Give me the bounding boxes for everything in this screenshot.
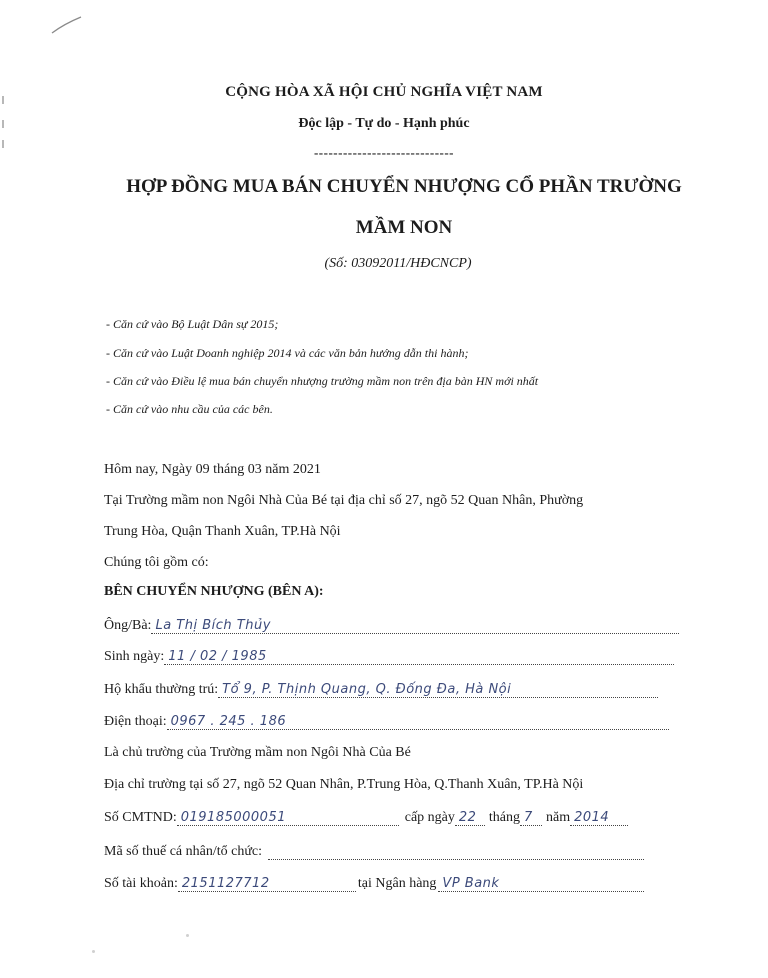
phone-handwritten: 0967 . 245 . 186 bbox=[170, 714, 287, 729]
legal-basis-item: - Căn cứ vào Luật Doanh nghiệp 2014 và các văn bản hướng dẫn thi hành; bbox=[106, 346, 469, 360]
contract-number: (Số: 03092011/HĐCNCP) bbox=[324, 256, 472, 271]
issued-year-handwritten: 2014 bbox=[574, 810, 610, 825]
name-field[interactable] bbox=[151, 619, 679, 634]
issued-month-field[interactable] bbox=[520, 811, 542, 826]
legal-basis-item: - Căn cứ vào Bộ Luật Dân sự 2015; bbox=[106, 317, 279, 331]
school-address-line: Địa chỉ trường tại số 27, ngõ 52 Quan Nhân, P.Trung Hòa, Q.Thanh Xuân, TP.Hà Nội bbox=[104, 777, 584, 792]
issued-day-handwritten: 22 bbox=[458, 810, 477, 825]
issued-label: cấp ngày bbox=[404, 810, 455, 825]
contract-title-line1: HỢP ĐỒNG MUA BÁN CHUYỂN NHƯỢNG CỔ PHẦN TRƯỜNG bbox=[126, 176, 682, 197]
id-handwritten: 019185000051 bbox=[180, 810, 286, 825]
contract-date: Hôm nay, Ngày 09 tháng 03 năm 2021 bbox=[104, 462, 321, 477]
residence-label: Hộ khẩu thường trú: bbox=[104, 682, 219, 697]
party-a-heading: BÊN CHUYỂN NHƯỢNG (BÊN A): bbox=[104, 584, 324, 599]
dob-row bbox=[104, 649, 674, 665]
issued-month-handwritten: 7 bbox=[524, 810, 533, 825]
account-row bbox=[104, 876, 644, 892]
legal-basis-item: - Căn cứ vào Điều lệ mua bán chuyển nhượng trường mầm non trên địa bàn HN mới nhất bbox=[106, 374, 539, 388]
dob-field[interactable] bbox=[164, 650, 674, 665]
national-motto: Độc lập - Tự do - Hạnh phúc bbox=[298, 116, 470, 131]
dob-label: Sinh ngày: bbox=[104, 649, 165, 664]
pen-stroke-mark bbox=[50, 14, 84, 36]
name-row bbox=[104, 618, 679, 634]
school-owner-line: Là chủ trường của Trường mầm non Ngôi Nhà Của Bé bbox=[104, 745, 411, 760]
tax-field[interactable] bbox=[268, 845, 644, 860]
residence-field[interactable] bbox=[218, 683, 658, 698]
contract-title-line2: MẦM NON bbox=[355, 217, 453, 238]
bank-field[interactable] bbox=[438, 877, 644, 892]
residence-row bbox=[104, 682, 658, 698]
year-label: năm bbox=[546, 810, 571, 825]
tax-label: Mã số thuế cá nhân/tổ chức: bbox=[104, 844, 263, 859]
account-field[interactable] bbox=[178, 877, 356, 892]
account-label: Số tài khoản: bbox=[104, 876, 178, 891]
header-divider: ----------------------------- bbox=[313, 145, 455, 160]
national-title: CỘNG HÒA XÃ HỘI CHỦ NGHĨA VIỆT NAM bbox=[225, 84, 543, 100]
dob-handwritten: 11 / 02 / 1985 bbox=[168, 649, 267, 664]
month-label: tháng bbox=[488, 810, 520, 825]
id-field[interactable] bbox=[177, 811, 399, 826]
bank-handwritten: VP Bank bbox=[442, 876, 500, 891]
legal-basis-item: - Căn cứ vào nhu cầu của các bên. bbox=[106, 402, 273, 416]
id-row bbox=[104, 810, 628, 826]
name-handwritten: La Thị Bích Thủy bbox=[155, 618, 271, 633]
id-label: Số CMTND: bbox=[104, 810, 177, 825]
name-label: Ông/Bà: bbox=[104, 618, 152, 633]
paper-speck bbox=[92, 950, 95, 953]
paper-speck bbox=[186, 934, 189, 937]
phone-row bbox=[104, 714, 669, 730]
phone-label: Điện thoại: bbox=[104, 714, 167, 729]
contract-place-line1: Tại Trường mầm non Ngôi Nhà Của Bé tại địa chỉ số 27, ngõ 52 Quan Nhân, Phường bbox=[104, 493, 584, 508]
parties-intro: Chúng tôi gồm có: bbox=[104, 555, 209, 570]
contract-place-line2: Trung Hòa, Quận Thanh Xuân, TP.Hà Nội bbox=[104, 524, 341, 539]
account-handwritten: 2151127712 bbox=[181, 876, 270, 891]
issued-year-field[interactable] bbox=[570, 811, 628, 826]
bank-label: tại Ngân hàng bbox=[357, 876, 437, 891]
tax-row bbox=[104, 844, 644, 860]
residence-handwritten: Tổ 9, P. Thịnh Quang, Q. Đống Đa, Hà Nội bbox=[222, 682, 512, 697]
issued-day-field[interactable] bbox=[455, 811, 485, 826]
phone-field[interactable] bbox=[167, 715, 669, 730]
